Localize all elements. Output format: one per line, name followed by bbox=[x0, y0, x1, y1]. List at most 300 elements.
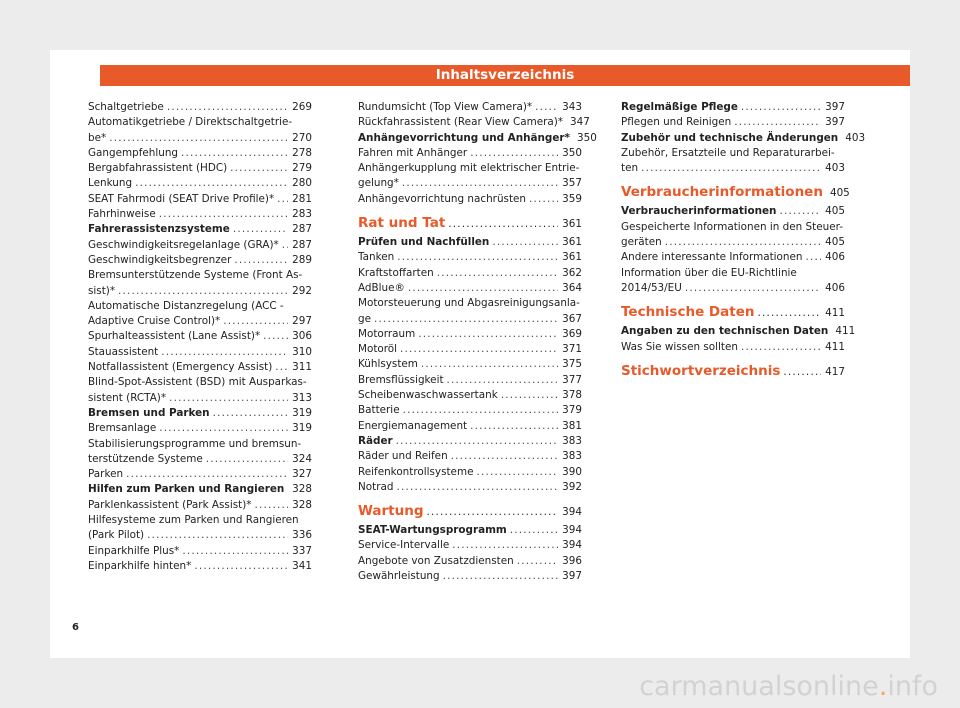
toc-entry[interactable] bbox=[358, 250, 582, 265]
dot-leader bbox=[181, 146, 288, 161]
toc-entry-row bbox=[88, 528, 312, 543]
toc-entry-title: Angebote von Zusatzdiensten bbox=[358, 554, 514, 567]
toc-entry-row bbox=[358, 115, 590, 130]
toc-page-number: 359 bbox=[562, 192, 582, 205]
toc-entry[interactable] bbox=[358, 434, 582, 449]
toc-entry[interactable] bbox=[88, 299, 312, 330]
toc-entry-title-line: Motorsteuerung und Abgasreinigungsanla- bbox=[358, 297, 580, 310]
toc-page-number: 397 bbox=[562, 570, 582, 583]
toc-page-number: 327 bbox=[292, 468, 312, 481]
toc-entry-title-line: Stabilisierungsprogramme und bremsun- bbox=[88, 437, 302, 450]
toc-entry[interactable] bbox=[621, 250, 845, 265]
toc-page-number: 361 bbox=[562, 236, 582, 249]
dot-leader bbox=[234, 253, 288, 268]
toc-entry-title: Motorraum bbox=[358, 327, 416, 340]
toc-section-heading[interactable] bbox=[358, 214, 582, 233]
toc-page-number: 405 bbox=[825, 236, 845, 249]
toc-section-heading[interactable] bbox=[621, 362, 845, 381]
dot-leader bbox=[254, 498, 288, 513]
toc-entry[interactable] bbox=[621, 324, 856, 339]
toc-entry-row bbox=[88, 238, 312, 253]
dot-leader bbox=[396, 480, 558, 495]
toc-entry-row bbox=[358, 502, 582, 521]
toc-entry-row bbox=[88, 176, 312, 191]
watermark-logo bbox=[639, 671, 938, 702]
toc-page-number: 381 bbox=[562, 419, 582, 432]
toc-entry-row bbox=[358, 176, 582, 191]
toc-entry-row bbox=[358, 342, 582, 357]
toc-entry[interactable] bbox=[88, 482, 312, 497]
toc-page-number: 328 bbox=[292, 483, 312, 496]
toc-entry-row bbox=[88, 284, 312, 299]
toc-entry-title: be* bbox=[88, 131, 107, 144]
toc-entry[interactable] bbox=[358, 161, 582, 192]
dot-leader bbox=[118, 284, 288, 299]
toc-entry-row bbox=[358, 554, 582, 569]
toc-page-number: 279 bbox=[292, 162, 312, 175]
toc-entry-title: Bremsen und Parken bbox=[88, 406, 210, 419]
toc-entry-row bbox=[88, 544, 312, 559]
dot-leader bbox=[374, 312, 558, 327]
toc-entry[interactable] bbox=[358, 192, 582, 207]
toc-entry[interactable] bbox=[358, 342, 582, 357]
dot-leader bbox=[400, 342, 558, 357]
toc-entry[interactable] bbox=[358, 388, 582, 403]
toc-entry-title: Verbraucherinformationen bbox=[621, 205, 777, 218]
toc-page-number: 379 bbox=[562, 404, 582, 417]
toc-entry-row bbox=[88, 314, 312, 329]
toc-entry-title: Andere interessante Informationen bbox=[621, 251, 803, 264]
toc-page-number: 336 bbox=[292, 529, 312, 542]
toc-page-number: 394 bbox=[562, 506, 582, 519]
toc-entry-title: Rundumsicht (Top View Camera)* bbox=[358, 101, 533, 113]
toc-entry[interactable] bbox=[88, 559, 312, 574]
toc-entry-title-line: Automatische Distanzregelung (ACC - bbox=[88, 299, 284, 312]
dot-leader bbox=[169, 391, 288, 406]
toc-entry[interactable] bbox=[358, 281, 582, 296]
dot-leader bbox=[685, 281, 821, 296]
toc-entry-row bbox=[358, 327, 582, 342]
toc-entry-title: geräten bbox=[621, 236, 662, 249]
toc-page-number: 375 bbox=[562, 358, 582, 371]
toc-entry[interactable] bbox=[358, 266, 582, 281]
toc-entry[interactable] bbox=[88, 544, 312, 559]
toc-page-number: 287 bbox=[292, 223, 312, 236]
toc-entry[interactable] bbox=[88, 268, 312, 299]
toc-entry[interactable] bbox=[358, 465, 582, 480]
toc-page-number: 361 bbox=[562, 218, 582, 231]
toc-page-number: 281 bbox=[292, 192, 312, 205]
toc-entry[interactable] bbox=[621, 340, 845, 355]
toc-entry-title: Rückfahrassistent (Rear View Camera)* bbox=[358, 116, 564, 129]
toc-entry[interactable] bbox=[88, 421, 312, 436]
toc-entry-row bbox=[88, 498, 312, 513]
toc-entry-title: Wartung bbox=[358, 503, 424, 520]
dot-leader bbox=[470, 146, 558, 161]
toc-page-number: 343 bbox=[562, 101, 582, 113]
toc-entry[interactable] bbox=[358, 538, 582, 553]
toc-entry-row bbox=[358, 192, 582, 207]
toc-entry[interactable] bbox=[358, 554, 582, 569]
toc-entry[interactable] bbox=[88, 498, 312, 513]
dot-leader bbox=[213, 406, 289, 421]
toc-entry-title: Schaltgetriebe bbox=[88, 101, 164, 113]
dot-leader bbox=[529, 192, 558, 207]
toc-page-number: 347 bbox=[570, 116, 590, 129]
toc-entry-title: Räder bbox=[358, 434, 393, 447]
toc-entry-title: Anhängevorrichtung und Anhänger* bbox=[358, 131, 570, 144]
toc-entry[interactable] bbox=[88, 467, 312, 482]
toc-entry[interactable] bbox=[358, 419, 582, 434]
toc-entry-row bbox=[358, 449, 582, 464]
watermark-tld: info bbox=[887, 671, 938, 702]
watermark-dot: . bbox=[878, 671, 888, 702]
toc-entry[interactable] bbox=[358, 480, 582, 495]
toc-entry-row bbox=[358, 250, 582, 265]
toc-entry-title: Stauassistent bbox=[88, 345, 159, 358]
toc-entry-title: Lenkung bbox=[88, 177, 133, 190]
toc-section-heading[interactable] bbox=[621, 303, 845, 322]
toc-entry-title-line: Automatikgetriebe / Direktschaltgetrie- bbox=[88, 116, 293, 129]
toc-entry[interactable] bbox=[88, 192, 312, 207]
toc-entry[interactable] bbox=[358, 327, 582, 342]
toc-entry-title: Service-Intervalle bbox=[358, 539, 450, 552]
toc-entry-title: Was Sie wissen sollten bbox=[621, 340, 738, 353]
toc-entry-title: Verbraucherinformationen bbox=[621, 184, 823, 201]
toc-entry[interactable] bbox=[88, 360, 312, 375]
dot-leader bbox=[452, 538, 558, 553]
watermark-text: carmanualsonline bbox=[639, 671, 879, 702]
dot-leader bbox=[517, 554, 558, 569]
toc-entry-title: Regelmäßige Pflege bbox=[621, 101, 738, 113]
toc-entry-row bbox=[358, 357, 582, 372]
dot-leader bbox=[287, 482, 288, 497]
toc-entry-row bbox=[621, 115, 845, 130]
toc-entry-title: Batterie bbox=[358, 404, 400, 417]
toc-page-number: 411 bbox=[825, 307, 845, 320]
dot-leader bbox=[147, 528, 288, 543]
toc-entry-row bbox=[358, 523, 582, 538]
toc-page-number: 310 bbox=[292, 345, 312, 358]
toc-entry-title: Bremsflüssigkeit bbox=[358, 373, 444, 386]
toc-page-number: 319 bbox=[292, 406, 312, 419]
toc-entry[interactable] bbox=[88, 329, 312, 344]
toc-entry[interactable] bbox=[621, 100, 845, 115]
toc-entry[interactable] bbox=[358, 523, 582, 538]
toc-entry-row bbox=[88, 406, 312, 421]
toc-page-number: 367 bbox=[562, 312, 582, 325]
toc-entry-title-line: Gespeicherte Informationen in den Steuer- bbox=[621, 220, 843, 233]
toc-entry-title: Pflegen und Reinigen bbox=[621, 116, 732, 129]
toc-entry-title: Motoröl bbox=[358, 343, 398, 356]
dot-leader bbox=[182, 544, 288, 559]
dot-leader bbox=[443, 569, 559, 584]
page-number: 6 bbox=[72, 622, 79, 633]
toc-entry-row bbox=[358, 388, 582, 403]
toc-entry-row bbox=[88, 559, 312, 574]
dot-leader bbox=[403, 403, 559, 418]
dot-leader bbox=[109, 131, 288, 146]
dot-leader bbox=[418, 327, 558, 342]
toc-entry-title-line: Blind-Spot-Assistent (BSD) mit Ausparkas- bbox=[88, 376, 307, 389]
dot-leader bbox=[275, 360, 288, 375]
toc-entry-row bbox=[88, 207, 312, 222]
toc-entry-row bbox=[621, 183, 850, 202]
toc-entry[interactable] bbox=[88, 375, 312, 406]
toc-entry-row bbox=[358, 131, 597, 146]
toc-entry[interactable] bbox=[88, 406, 312, 421]
dot-leader bbox=[396, 434, 559, 449]
toc-page-number: 292 bbox=[292, 284, 312, 297]
toc-entry-title-line: Anhängerkupplung mit elektrischer Entrie- bbox=[358, 162, 580, 175]
toc-section-heading[interactable] bbox=[621, 183, 850, 202]
dot-leader bbox=[159, 421, 288, 436]
toc-entry-row bbox=[358, 214, 582, 233]
toc-page-number: 397 bbox=[825, 101, 845, 113]
toc-entry-title: Tanken bbox=[358, 251, 395, 264]
toc-entry-title: Notrad bbox=[358, 480, 394, 493]
toc-page-number: 328 bbox=[292, 498, 312, 511]
toc-page-number: 287 bbox=[292, 238, 312, 251]
toc-entry[interactable] bbox=[88, 146, 312, 161]
toc-page-number: 337 bbox=[292, 544, 312, 557]
toc-page-number: 405 bbox=[829, 187, 850, 200]
toc-entry-row bbox=[621, 324, 856, 339]
toc-page-number: 369 bbox=[562, 327, 582, 340]
toc-entry-title: Prüfen und Nachfüllen bbox=[358, 236, 490, 249]
toc-entry-title: Notfallassistent (Emergency Assist) bbox=[88, 361, 273, 374]
dot-leader bbox=[665, 235, 821, 250]
toc-entry[interactable] bbox=[358, 403, 582, 418]
toc-section-heading[interactable] bbox=[358, 502, 582, 521]
dot-leader bbox=[161, 345, 288, 360]
toc-entry[interactable] bbox=[88, 437, 312, 468]
dot-leader bbox=[641, 161, 821, 176]
toc-entry-row bbox=[358, 373, 582, 388]
dot-leader bbox=[206, 452, 288, 467]
toc-entry-title: Technische Daten bbox=[621, 304, 755, 321]
toc-entry-row bbox=[358, 266, 582, 281]
toc-page-number: 405 bbox=[825, 205, 845, 218]
toc-page-number: 371 bbox=[562, 343, 582, 356]
toc-entry-title-line: Hilfesysteme zum Parken und Rangieren bbox=[88, 514, 299, 527]
toc-entry[interactable] bbox=[88, 161, 312, 176]
toc-page-number: 406 bbox=[825, 281, 845, 294]
toc-entry[interactable] bbox=[358, 100, 582, 115]
toc-page-number: 377 bbox=[562, 373, 582, 386]
toc-entry-row bbox=[621, 235, 845, 250]
toc-entry-title: Kühlsystem bbox=[358, 358, 418, 371]
toc-entry[interactable] bbox=[88, 253, 312, 268]
dot-leader bbox=[421, 357, 558, 372]
toc-entry[interactable] bbox=[621, 204, 845, 219]
toc-entry-title: Räder und Reifen bbox=[358, 450, 448, 463]
toc-entry[interactable] bbox=[88, 238, 312, 253]
toc-entry[interactable] bbox=[88, 207, 312, 222]
toc-entry-row bbox=[88, 467, 312, 482]
toc-page-number: 397 bbox=[825, 116, 845, 129]
dot-leader bbox=[476, 465, 558, 480]
toc-entry[interactable] bbox=[358, 449, 582, 464]
toc-entry-row bbox=[621, 131, 866, 146]
toc-page-number: 280 bbox=[292, 177, 312, 190]
toc-entry-row bbox=[358, 434, 582, 449]
toc-page-number: 417 bbox=[825, 365, 845, 378]
toc-entry[interactable] bbox=[358, 569, 582, 584]
dot-leader bbox=[427, 503, 559, 521]
dot-leader bbox=[447, 373, 559, 388]
toc-entry-title-line: Zubehör, Ersatzteile und Reparaturarbei- bbox=[621, 146, 835, 159]
toc-entry[interactable] bbox=[358, 357, 582, 372]
toc-entry-title: Bergabfahrassistent (HDC) bbox=[88, 162, 228, 175]
dot-leader bbox=[233, 222, 288, 237]
toc-entry-title: Einparkhilfe hinten* bbox=[88, 559, 192, 572]
toc-entry-title: Scheibenwaschwassertank bbox=[358, 389, 498, 402]
toc-entry[interactable] bbox=[358, 296, 582, 327]
toc-entry-title: terstützende Systeme bbox=[88, 452, 203, 465]
toc-page-number: 278 bbox=[292, 146, 312, 159]
toc-page-number: 383 bbox=[562, 450, 582, 463]
toc-entry-title: SEAT Fahrmodi (SEAT Drive Profile)* bbox=[88, 192, 275, 205]
toc-page-number: 403 bbox=[845, 131, 866, 144]
toc-entry-row bbox=[88, 345, 312, 360]
toc-entry[interactable] bbox=[88, 222, 312, 237]
toc-entry-row bbox=[88, 360, 312, 375]
dot-leader bbox=[535, 100, 558, 115]
toc-entry-title: Adaptive Cruise Control)* bbox=[88, 315, 221, 328]
toc-entry-title: Parken bbox=[88, 468, 124, 481]
toc-column-2 bbox=[358, 100, 597, 584]
toc-page-number: 270 bbox=[292, 131, 312, 144]
toc-entry-row bbox=[621, 362, 845, 381]
toc-entry[interactable] bbox=[358, 235, 582, 250]
toc-entry[interactable] bbox=[358, 131, 597, 146]
dot-leader bbox=[492, 235, 558, 250]
toc-entry-title: sistent (RCTA)* bbox=[88, 391, 167, 404]
toc-page-number: 341 bbox=[292, 559, 312, 572]
toc-entry-title: Geschwindigkeitsregelanlage (GRA)* bbox=[88, 238, 279, 251]
toc-entry-title: Kraftstoffarten bbox=[358, 266, 434, 279]
dot-leader bbox=[167, 100, 288, 115]
toc-entry-title-line: Information über die EU-Richtlinie bbox=[621, 266, 797, 279]
toc-page-number: 313 bbox=[292, 391, 312, 404]
dot-leader bbox=[408, 281, 558, 296]
toc-entry-row bbox=[358, 281, 582, 296]
page-title: Inhaltsverzeichnis bbox=[100, 65, 910, 86]
toc-page-number: 350 bbox=[562, 146, 582, 159]
toc-entry-row bbox=[88, 253, 312, 268]
dot-leader bbox=[779, 204, 821, 219]
toc-entry[interactable] bbox=[621, 146, 845, 177]
toc-page-number: 390 bbox=[562, 465, 582, 478]
toc-page-number: 411 bbox=[825, 340, 845, 353]
dot-leader bbox=[277, 192, 288, 207]
dot-leader bbox=[230, 161, 288, 176]
toc-entry[interactable] bbox=[621, 220, 845, 251]
toc-entry-row bbox=[621, 340, 845, 355]
toc-page-number: 306 bbox=[292, 330, 312, 343]
toc-entry-row bbox=[621, 281, 845, 296]
toc-entry-row bbox=[358, 538, 582, 553]
toc-entry-title: Einparkhilfe Plus* bbox=[88, 544, 180, 557]
toc-entry-row bbox=[621, 303, 845, 322]
dot-leader bbox=[510, 523, 558, 538]
toc-page-number: 324 bbox=[292, 452, 312, 465]
toc-entry-title: Reifenkontrollsysteme bbox=[358, 465, 474, 478]
toc-entry[interactable] bbox=[88, 100, 312, 115]
toc-entry[interactable] bbox=[88, 513, 312, 544]
toc-entry-title: ge bbox=[358, 312, 371, 325]
toc-entry-row bbox=[621, 100, 845, 115]
toc-entry[interactable] bbox=[88, 176, 312, 191]
toc-page-number: 350 bbox=[576, 131, 597, 144]
toc-entry[interactable] bbox=[621, 115, 845, 130]
toc-entry-title: Gangempfehlung bbox=[88, 146, 178, 159]
toc-entry-row bbox=[88, 161, 312, 176]
dot-leader bbox=[437, 266, 558, 281]
toc-entry-title: Fahrhinweise bbox=[88, 208, 156, 221]
toc-entry-title: Fahren mit Anhänger bbox=[358, 146, 468, 159]
toc-entry-title: Hilfen zum Parken und Rangieren bbox=[88, 483, 285, 496]
toc-entry[interactable] bbox=[358, 115, 590, 130]
toc-page-number: 357 bbox=[562, 177, 582, 190]
toc-entry[interactable] bbox=[358, 146, 582, 161]
toc-entry[interactable] bbox=[88, 115, 312, 146]
toc-page-number: 283 bbox=[292, 208, 312, 221]
toc-page-number: 392 bbox=[562, 480, 582, 493]
toc-entry-title: Bremsanlage bbox=[88, 422, 157, 435]
toc-entry-row bbox=[88, 482, 312, 497]
toc-entry-title: AdBlue® bbox=[358, 281, 405, 294]
dot-leader bbox=[448, 215, 558, 233]
dot-leader bbox=[470, 419, 558, 434]
toc-entry-title: Parklenkassistent (Park Assist)* bbox=[88, 498, 252, 511]
toc-page-number: 378 bbox=[562, 389, 582, 402]
toc-entry-title: Rat und Tat bbox=[358, 215, 446, 232]
toc-entry-title: Anhängevorrichtung nachrüsten bbox=[358, 192, 526, 205]
document-page bbox=[50, 50, 910, 658]
toc-entry-title: Angaben zu den technischen Daten bbox=[621, 325, 829, 338]
toc-entry[interactable] bbox=[358, 373, 582, 388]
toc-entry-row bbox=[358, 312, 582, 327]
toc-entry-title: SEAT-Wartungsprogramm bbox=[358, 524, 507, 537]
dot-leader bbox=[159, 207, 288, 222]
toc-entry[interactable] bbox=[88, 345, 312, 360]
toc-entry-row bbox=[88, 421, 312, 436]
toc-entry-title: Fahrerassistenzsysteme bbox=[88, 223, 230, 236]
dot-leader bbox=[397, 250, 558, 265]
toc-entry-row bbox=[358, 480, 582, 495]
toc-entry-row bbox=[88, 192, 312, 207]
toc-entry-row bbox=[358, 235, 582, 250]
toc-entry-row bbox=[358, 403, 582, 418]
toc-entry-row bbox=[88, 329, 312, 344]
toc-entry-title: gelung* bbox=[358, 177, 399, 190]
toc-entry-title: Energiemanagement bbox=[358, 419, 468, 432]
toc-entry-title: Gewährleistung bbox=[358, 570, 440, 583]
dot-leader bbox=[805, 250, 821, 265]
toc-page-number: 269 bbox=[292, 101, 312, 113]
toc-page-number: 362 bbox=[562, 266, 582, 279]
toc-entry[interactable] bbox=[621, 131, 866, 146]
toc-entry[interactable] bbox=[621, 266, 845, 297]
toc-page-number: 319 bbox=[292, 422, 312, 435]
dot-leader bbox=[783, 363, 821, 381]
toc-entry-row bbox=[358, 465, 582, 480]
toc-entry-row bbox=[88, 100, 312, 115]
toc-entry-row bbox=[358, 100, 582, 115]
dot-leader bbox=[402, 176, 558, 191]
